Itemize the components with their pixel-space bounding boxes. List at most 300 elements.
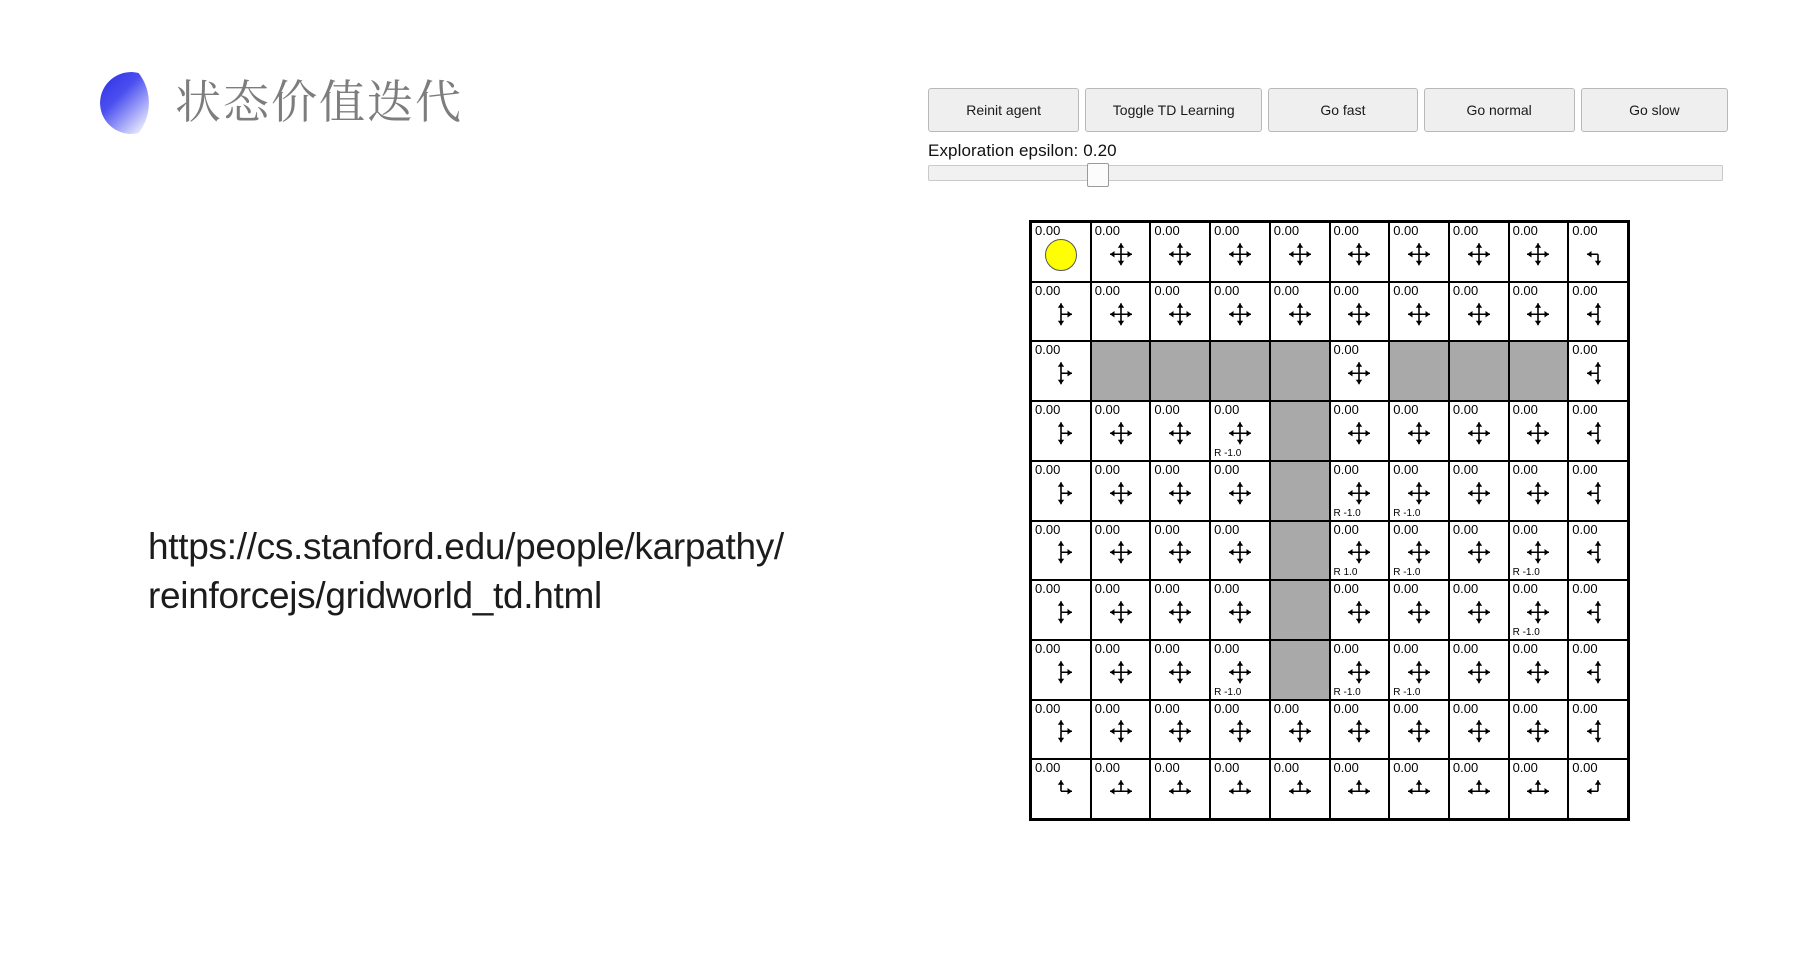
grid-cell[interactable] bbox=[1389, 401, 1449, 461]
grid-cell[interactable] bbox=[1389, 580, 1449, 640]
cell-value: 0.00 bbox=[1035, 461, 1061, 477]
cell-value: 0.00 bbox=[1273, 700, 1300, 716]
grid-cell[interactable] bbox=[1091, 759, 1151, 819]
policy-arrows-icon bbox=[1345, 359, 1373, 387]
cell-value: 0.00 bbox=[1035, 282, 1061, 298]
policy-arrows-icon bbox=[1107, 718, 1135, 746]
grid-cell[interactable] bbox=[1330, 759, 1390, 819]
cell-value: 0.00 bbox=[1512, 640, 1538, 656]
policy-arrows-icon bbox=[1465, 300, 1493, 328]
cell-value: 0.00 bbox=[1452, 581, 1479, 597]
policy-arrows-icon bbox=[1047, 718, 1075, 746]
grid-cell[interactable] bbox=[1150, 580, 1210, 640]
policy-arrows-icon bbox=[1166, 300, 1194, 328]
grid-cell[interactable] bbox=[1568, 521, 1628, 581]
cell-value: 0.00 bbox=[1035, 402, 1061, 418]
grid-cell[interactable] bbox=[1389, 759, 1449, 819]
grid-cell[interactable] bbox=[1509, 759, 1569, 819]
policy-arrows-icon bbox=[1166, 479, 1194, 507]
cell-reward-label: R -1.0 bbox=[1393, 567, 1421, 579]
grid-cell[interactable] bbox=[1091, 521, 1151, 581]
policy-arrows-icon bbox=[1524, 598, 1552, 626]
grid-cell[interactable] bbox=[1568, 222, 1628, 282]
policy-arrows-icon bbox=[1345, 240, 1373, 268]
policy-arrows-icon bbox=[1345, 777, 1373, 805]
grid-cell[interactable] bbox=[1449, 700, 1509, 760]
grid-cell[interactable] bbox=[1031, 341, 1091, 401]
grid-cell-wall[interactable] bbox=[1389, 341, 1449, 401]
go-fast-button[interactable]: Go fast bbox=[1268, 88, 1417, 132]
cell-value: 0.00 bbox=[1214, 402, 1240, 418]
cell-reward-label: R -1.0 bbox=[1393, 507, 1421, 519]
cell-value: 0.00 bbox=[1035, 760, 1061, 776]
grid-cell-wall[interactable] bbox=[1270, 341, 1330, 401]
policy-arrows-icon bbox=[1047, 598, 1075, 626]
cell-value: 0.00 bbox=[1154, 402, 1180, 418]
grid-cell[interactable] bbox=[1330, 700, 1390, 760]
cell-value: 0.00 bbox=[1512, 581, 1538, 597]
grid-cell[interactable] bbox=[1389, 521, 1449, 581]
grid-cell[interactable] bbox=[1150, 759, 1210, 819]
policy-arrows-icon bbox=[1166, 718, 1194, 746]
policy-arrows-icon bbox=[1584, 359, 1612, 387]
policy-arrows-icon bbox=[1405, 539, 1433, 567]
cell-value: 0.00 bbox=[1035, 700, 1061, 716]
policy-arrows-icon bbox=[1524, 777, 1552, 805]
grid-cell[interactable] bbox=[1150, 521, 1210, 581]
policy-arrows-icon bbox=[1524, 718, 1552, 746]
grid-cell[interactable] bbox=[1330, 401, 1390, 461]
policy-arrows-icon bbox=[1345, 718, 1373, 746]
cell-value: 0.00 bbox=[1333, 402, 1359, 418]
cell-value: 0.00 bbox=[1154, 223, 1180, 238]
grid-cell[interactable] bbox=[1389, 222, 1449, 282]
cell-value: 0.00 bbox=[1214, 282, 1240, 298]
policy-arrows-icon bbox=[1405, 598, 1433, 626]
cell-value: 0.00 bbox=[1094, 223, 1120, 238]
go-normal-button[interactable]: Go normal bbox=[1424, 88, 1575, 132]
grid-cell[interactable] bbox=[1389, 640, 1449, 700]
grid-cell[interactable] bbox=[1449, 521, 1509, 581]
policy-arrows-icon bbox=[1584, 598, 1612, 626]
grid-cell-wall[interactable] bbox=[1270, 580, 1330, 640]
grid-cell[interactable] bbox=[1031, 700, 1091, 760]
grid-cell[interactable] bbox=[1509, 580, 1569, 640]
grid-cell[interactable] bbox=[1449, 282, 1509, 342]
policy-arrows-icon bbox=[1107, 240, 1135, 268]
policy-arrows-icon bbox=[1405, 777, 1433, 805]
policy-arrows-icon bbox=[1047, 777, 1075, 805]
gridworld-grid[interactable] bbox=[1029, 220, 1630, 821]
grid-cell[interactable] bbox=[1031, 282, 1091, 342]
grid-cell[interactable] bbox=[1091, 580, 1151, 640]
policy-arrows-icon bbox=[1524, 240, 1552, 268]
toggle-td-learning-button[interactable]: Toggle TD Learning bbox=[1085, 88, 1262, 132]
policy-arrows-icon bbox=[1107, 777, 1135, 805]
grid-cell-wall[interactable] bbox=[1270, 640, 1330, 700]
grid-cell-wall[interactable] bbox=[1270, 461, 1330, 521]
policy-arrows-icon bbox=[1286, 718, 1314, 746]
grid-cell[interactable] bbox=[1150, 700, 1210, 760]
policy-arrows-icon bbox=[1286, 777, 1314, 805]
cell-value: 0.00 bbox=[1214, 700, 1240, 716]
grid-cell[interactable] bbox=[1031, 759, 1091, 819]
cell-value: 0.00 bbox=[1094, 521, 1120, 537]
cell-value: 0.00 bbox=[1393, 521, 1419, 537]
cell-value: 0.00 bbox=[1452, 760, 1479, 776]
cell-value: 0.00 bbox=[1393, 640, 1419, 656]
cell-value: 0.00 bbox=[1154, 521, 1180, 537]
grid-cell[interactable] bbox=[1270, 222, 1330, 282]
cell-value: 0.00 bbox=[1154, 461, 1180, 477]
grid-cell[interactable] bbox=[1091, 401, 1151, 461]
grid-cell[interactable] bbox=[1449, 759, 1509, 819]
policy-arrows-icon bbox=[1524, 658, 1552, 686]
cell-value: 0.00 bbox=[1512, 402, 1538, 418]
grid-cell[interactable] bbox=[1509, 282, 1569, 342]
cell-value: 0.00 bbox=[1572, 581, 1598, 597]
cell-reward-label: R -1.0 bbox=[1512, 626, 1540, 638]
grid-cell[interactable] bbox=[1330, 222, 1390, 282]
grid-cell[interactable] bbox=[1509, 461, 1569, 521]
grid-cell[interactable] bbox=[1449, 640, 1509, 700]
policy-arrows-icon bbox=[1166, 539, 1194, 567]
policy-arrows-icon bbox=[1345, 539, 1373, 567]
grid-cell[interactable] bbox=[1568, 461, 1628, 521]
slider-thumb[interactable] bbox=[1087, 163, 1109, 187]
cell-reward-label: R -1.0 bbox=[1393, 686, 1421, 698]
policy-arrows-icon bbox=[1524, 539, 1552, 567]
policy-arrows-icon bbox=[1345, 300, 1373, 328]
grid-cell[interactable] bbox=[1270, 759, 1330, 819]
grid-cell[interactable] bbox=[1210, 282, 1270, 342]
policy-arrows-icon bbox=[1465, 479, 1493, 507]
policy-arrows-icon bbox=[1405, 718, 1433, 746]
grid-cell[interactable] bbox=[1568, 580, 1628, 640]
policy-arrows-icon bbox=[1166, 598, 1194, 626]
policy-arrows-icon bbox=[1107, 300, 1135, 328]
policy-arrows-icon bbox=[1047, 419, 1075, 447]
grid-cell[interactable] bbox=[1330, 461, 1390, 521]
grid-cell[interactable] bbox=[1509, 521, 1569, 581]
go-slow-button[interactable]: Go slow bbox=[1581, 88, 1728, 132]
policy-arrows-icon bbox=[1166, 777, 1194, 805]
cell-value: 0.00 bbox=[1452, 700, 1479, 716]
policy-arrows-icon bbox=[1345, 598, 1373, 626]
cell-value: 0.00 bbox=[1333, 700, 1359, 716]
policy-arrows-icon bbox=[1584, 419, 1612, 447]
policy-arrows-icon bbox=[1465, 658, 1493, 686]
grid-cell[interactable] bbox=[1389, 461, 1449, 521]
cell-value: 0.00 bbox=[1035, 581, 1061, 597]
grid-cell[interactable] bbox=[1509, 700, 1569, 760]
cell-value: 0.00 bbox=[1214, 760, 1240, 776]
grid-cell[interactable] bbox=[1210, 222, 1270, 282]
cell-value: 0.00 bbox=[1333, 521, 1359, 537]
grid-cell[interactable] bbox=[1509, 640, 1569, 700]
cell-value: 0.00 bbox=[1214, 521, 1240, 537]
grid-cell[interactable] bbox=[1330, 580, 1390, 640]
policy-arrows-icon bbox=[1584, 240, 1612, 268]
cell-value: 0.00 bbox=[1273, 282, 1300, 298]
cell-value: 0.00 bbox=[1035, 342, 1061, 358]
policy-arrows-icon bbox=[1584, 718, 1612, 746]
grid-cell[interactable] bbox=[1210, 700, 1270, 760]
cell-value: 0.00 bbox=[1512, 521, 1538, 537]
grid-cell[interactable] bbox=[1389, 700, 1449, 760]
grid-cell-wall[interactable] bbox=[1449, 341, 1509, 401]
grid-cell[interactable] bbox=[1568, 341, 1628, 401]
reinit-agent-button[interactable]: Reinit agent bbox=[928, 88, 1079, 132]
policy-arrows-icon bbox=[1107, 598, 1135, 626]
cell-value: 0.00 bbox=[1094, 282, 1120, 298]
cell-reward-label: R -1.0 bbox=[1333, 686, 1361, 698]
cell-value: 0.00 bbox=[1154, 760, 1180, 776]
policy-arrows-icon bbox=[1405, 419, 1433, 447]
cell-value: 0.00 bbox=[1214, 223, 1240, 238]
cell-value: 0.00 bbox=[1512, 760, 1538, 776]
grid-cell[interactable] bbox=[1031, 401, 1091, 461]
cell-value: 0.00 bbox=[1154, 282, 1180, 298]
policy-arrows-icon bbox=[1465, 419, 1493, 447]
grid-cell[interactable] bbox=[1389, 282, 1449, 342]
reference-url-text: https://cs.stanford.edu/people/karpathy/reinforcejs/gridworld_td.html bbox=[148, 526, 784, 616]
grid-cell[interactable] bbox=[1091, 700, 1151, 760]
grid-cell[interactable] bbox=[1091, 222, 1151, 282]
policy-arrows-icon bbox=[1465, 539, 1493, 567]
policy-arrows-icon bbox=[1107, 419, 1135, 447]
policy-arrows-icon bbox=[1166, 419, 1194, 447]
grid-cell[interactable] bbox=[1091, 461, 1151, 521]
cell-value: 0.00 bbox=[1572, 342, 1598, 358]
policy-arrows-icon bbox=[1286, 300, 1314, 328]
grid-cell[interactable] bbox=[1210, 640, 1270, 700]
cell-value: 0.00 bbox=[1572, 521, 1598, 537]
cell-value: 0.00 bbox=[1452, 521, 1479, 537]
policy-arrows-icon bbox=[1107, 539, 1135, 567]
cell-value: 0.00 bbox=[1393, 402, 1419, 418]
policy-arrows-icon bbox=[1345, 419, 1373, 447]
policy-arrows-icon bbox=[1286, 240, 1314, 268]
policy-arrows-icon bbox=[1584, 300, 1612, 328]
cell-value: 0.00 bbox=[1512, 700, 1538, 716]
grid-cell[interactable] bbox=[1330, 521, 1390, 581]
policy-arrows-icon bbox=[1584, 539, 1612, 567]
cell-value: 0.00 bbox=[1512, 223, 1538, 238]
grid-cell[interactable] bbox=[1270, 700, 1330, 760]
policy-arrows-icon bbox=[1524, 419, 1552, 447]
policy-arrows-icon bbox=[1405, 658, 1433, 686]
grid-cell-wall[interactable] bbox=[1150, 341, 1210, 401]
policy-arrows-icon bbox=[1584, 658, 1612, 686]
grid-cell[interactable] bbox=[1210, 521, 1270, 581]
policy-arrows-icon bbox=[1524, 300, 1552, 328]
policy-arrows-icon bbox=[1524, 479, 1552, 507]
grid-cell[interactable] bbox=[1150, 222, 1210, 282]
cell-value: 0.00 bbox=[1572, 461, 1598, 477]
cell-value: 0.00 bbox=[1094, 461, 1120, 477]
policy-arrows-icon bbox=[1166, 658, 1194, 686]
policy-arrows-icon bbox=[1107, 658, 1135, 686]
control-button-row bbox=[928, 88, 1728, 132]
exploration-epsilon-label: Exploration epsilon: 0.20 bbox=[928, 141, 1117, 160]
cell-value: 0.00 bbox=[1333, 223, 1359, 238]
policy-arrows-icon bbox=[1584, 479, 1612, 507]
grid-cell[interactable] bbox=[1449, 401, 1509, 461]
grid-cell[interactable] bbox=[1330, 282, 1390, 342]
cell-value: 0.00 bbox=[1214, 461, 1240, 477]
cell-value: 0.00 bbox=[1333, 342, 1359, 358]
cell-value: 0.00 bbox=[1035, 521, 1061, 537]
policy-arrows-icon bbox=[1465, 598, 1493, 626]
grid-cell[interactable] bbox=[1031, 580, 1091, 640]
cell-value: 0.00 bbox=[1393, 223, 1419, 238]
policy-arrows-icon bbox=[1047, 658, 1075, 686]
policy-arrows-icon bbox=[1345, 479, 1373, 507]
grid-cell[interactable] bbox=[1031, 461, 1091, 521]
cell-reward-label: R 1.0 bbox=[1333, 567, 1358, 579]
cell-value: 0.00 bbox=[1094, 760, 1120, 776]
agent-marker bbox=[1045, 239, 1077, 271]
grid-cell-wall[interactable] bbox=[1270, 521, 1330, 581]
cell-value: 0.00 bbox=[1035, 223, 1061, 238]
policy-arrows-icon bbox=[1345, 658, 1373, 686]
cell-value: 0.00 bbox=[1094, 581, 1120, 597]
cell-value: 0.00 bbox=[1333, 282, 1359, 298]
grid-cell[interactable] bbox=[1210, 401, 1270, 461]
policy-arrows-icon bbox=[1584, 777, 1612, 805]
policy-arrows-icon bbox=[1465, 718, 1493, 746]
cell-value: 0.00 bbox=[1393, 700, 1419, 716]
cell-value: 0.00 bbox=[1154, 640, 1180, 656]
cell-value: 0.00 bbox=[1572, 700, 1598, 716]
policy-arrows-icon bbox=[1226, 777, 1254, 805]
cell-value: 0.00 bbox=[1094, 640, 1120, 656]
grid-cell[interactable] bbox=[1150, 640, 1210, 700]
grid-cell-wall[interactable] bbox=[1091, 341, 1151, 401]
cell-value: 0.00 bbox=[1512, 282, 1538, 298]
grid-cell[interactable] bbox=[1210, 580, 1270, 640]
cell-value: 0.00 bbox=[1393, 282, 1419, 298]
policy-arrows-icon bbox=[1465, 777, 1493, 805]
grid-cell[interactable] bbox=[1568, 401, 1628, 461]
grid-cell[interactable] bbox=[1568, 282, 1628, 342]
grid-cell[interactable] bbox=[1568, 759, 1628, 819]
grid-cell[interactable] bbox=[1509, 401, 1569, 461]
grid-cell[interactable] bbox=[1509, 222, 1569, 282]
policy-arrows-icon bbox=[1405, 479, 1433, 507]
policy-arrows-icon bbox=[1166, 240, 1194, 268]
policy-arrows-icon bbox=[1047, 479, 1075, 507]
grid-cell[interactable] bbox=[1091, 282, 1151, 342]
logo-icon bbox=[100, 72, 162, 134]
cell-value: 0.00 bbox=[1214, 640, 1240, 656]
policy-arrows-icon bbox=[1226, 658, 1254, 686]
cell-value: 0.00 bbox=[1393, 760, 1419, 776]
grid-cell[interactable] bbox=[1449, 222, 1509, 282]
grid-cell[interactable] bbox=[1150, 401, 1210, 461]
cell-value: 0.00 bbox=[1572, 223, 1598, 238]
policy-arrows-icon bbox=[1226, 240, 1254, 268]
cell-value: 0.00 bbox=[1512, 461, 1538, 477]
cell-reward-label: R -1.0 bbox=[1214, 447, 1242, 459]
cell-value: 0.00 bbox=[1154, 581, 1180, 597]
grid-cell[interactable] bbox=[1150, 461, 1210, 521]
cell-value: 0.00 bbox=[1333, 581, 1359, 597]
cell-value: 0.00 bbox=[1393, 581, 1419, 597]
page-title: 状态价值迭代 bbox=[175, 76, 463, 128]
policy-arrows-icon bbox=[1465, 240, 1493, 268]
cell-value: 0.00 bbox=[1333, 461, 1359, 477]
policy-arrows-icon bbox=[1226, 300, 1254, 328]
logo bbox=[100, 72, 162, 134]
exploration-epsilon-slider[interactable] bbox=[928, 165, 1723, 181]
grid-cell-wall[interactable] bbox=[1210, 341, 1270, 401]
grid-cell[interactable] bbox=[1568, 700, 1628, 760]
cell-value: 0.00 bbox=[1214, 581, 1240, 597]
cell-value: 0.00 bbox=[1452, 461, 1479, 477]
cell-value: 0.00 bbox=[1393, 461, 1419, 477]
policy-arrows-icon bbox=[1226, 539, 1254, 567]
cell-value: 0.00 bbox=[1273, 760, 1300, 776]
grid-cell[interactable] bbox=[1031, 640, 1091, 700]
cell-reward-label: R -1.0 bbox=[1333, 507, 1361, 519]
cell-reward-label: R -1.0 bbox=[1214, 686, 1242, 698]
grid-cell[interactable] bbox=[1330, 640, 1390, 700]
cell-value: 0.00 bbox=[1154, 700, 1180, 716]
grid-cell[interactable] bbox=[1210, 461, 1270, 521]
grid-cell[interactable] bbox=[1031, 521, 1091, 581]
cell-value: 0.00 bbox=[1572, 402, 1598, 418]
cell-value: 0.00 bbox=[1452, 223, 1479, 238]
cell-value: 0.00 bbox=[1572, 760, 1598, 776]
policy-arrows-icon bbox=[1047, 359, 1075, 387]
cell-value: 0.00 bbox=[1094, 700, 1120, 716]
cell-reward-label: R -1.0 bbox=[1512, 567, 1540, 579]
cell-value: 0.00 bbox=[1452, 402, 1479, 418]
policy-arrows-icon bbox=[1107, 479, 1135, 507]
grid-cell[interactable] bbox=[1270, 282, 1330, 342]
cell-value: 0.00 bbox=[1452, 640, 1479, 656]
grid-cell[interactable] bbox=[1031, 222, 1091, 282]
cell-value: 0.00 bbox=[1094, 402, 1120, 418]
grid-cell[interactable] bbox=[1150, 282, 1210, 342]
grid-cell-wall[interactable] bbox=[1509, 341, 1569, 401]
grid-cell[interactable] bbox=[1568, 640, 1628, 700]
cell-value: 0.00 bbox=[1572, 282, 1598, 298]
grid-cell-wall[interactable] bbox=[1270, 401, 1330, 461]
grid-cell[interactable] bbox=[1330, 341, 1390, 401]
policy-arrows-icon bbox=[1226, 419, 1254, 447]
gridworld-app bbox=[928, 88, 1728, 181]
policy-arrows-icon bbox=[1047, 300, 1075, 328]
cell-value: 0.00 bbox=[1452, 282, 1479, 298]
policy-arrows-icon bbox=[1226, 718, 1254, 746]
policy-arrows-icon bbox=[1405, 240, 1433, 268]
grid-cell[interactable] bbox=[1210, 759, 1270, 819]
cell-value: 0.00 bbox=[1273, 223, 1300, 238]
cell-value: 0.00 bbox=[1333, 760, 1359, 776]
policy-arrows-icon bbox=[1047, 539, 1075, 567]
grid-cell[interactable] bbox=[1449, 580, 1509, 640]
policy-arrows-icon bbox=[1226, 598, 1254, 626]
grid-cell[interactable] bbox=[1449, 461, 1509, 521]
grid-cell[interactable] bbox=[1091, 640, 1151, 700]
policy-arrows-icon bbox=[1226, 479, 1254, 507]
cell-value: 0.00 bbox=[1572, 640, 1598, 656]
cell-value: 0.00 bbox=[1333, 640, 1359, 656]
policy-arrows-icon bbox=[1405, 300, 1433, 328]
